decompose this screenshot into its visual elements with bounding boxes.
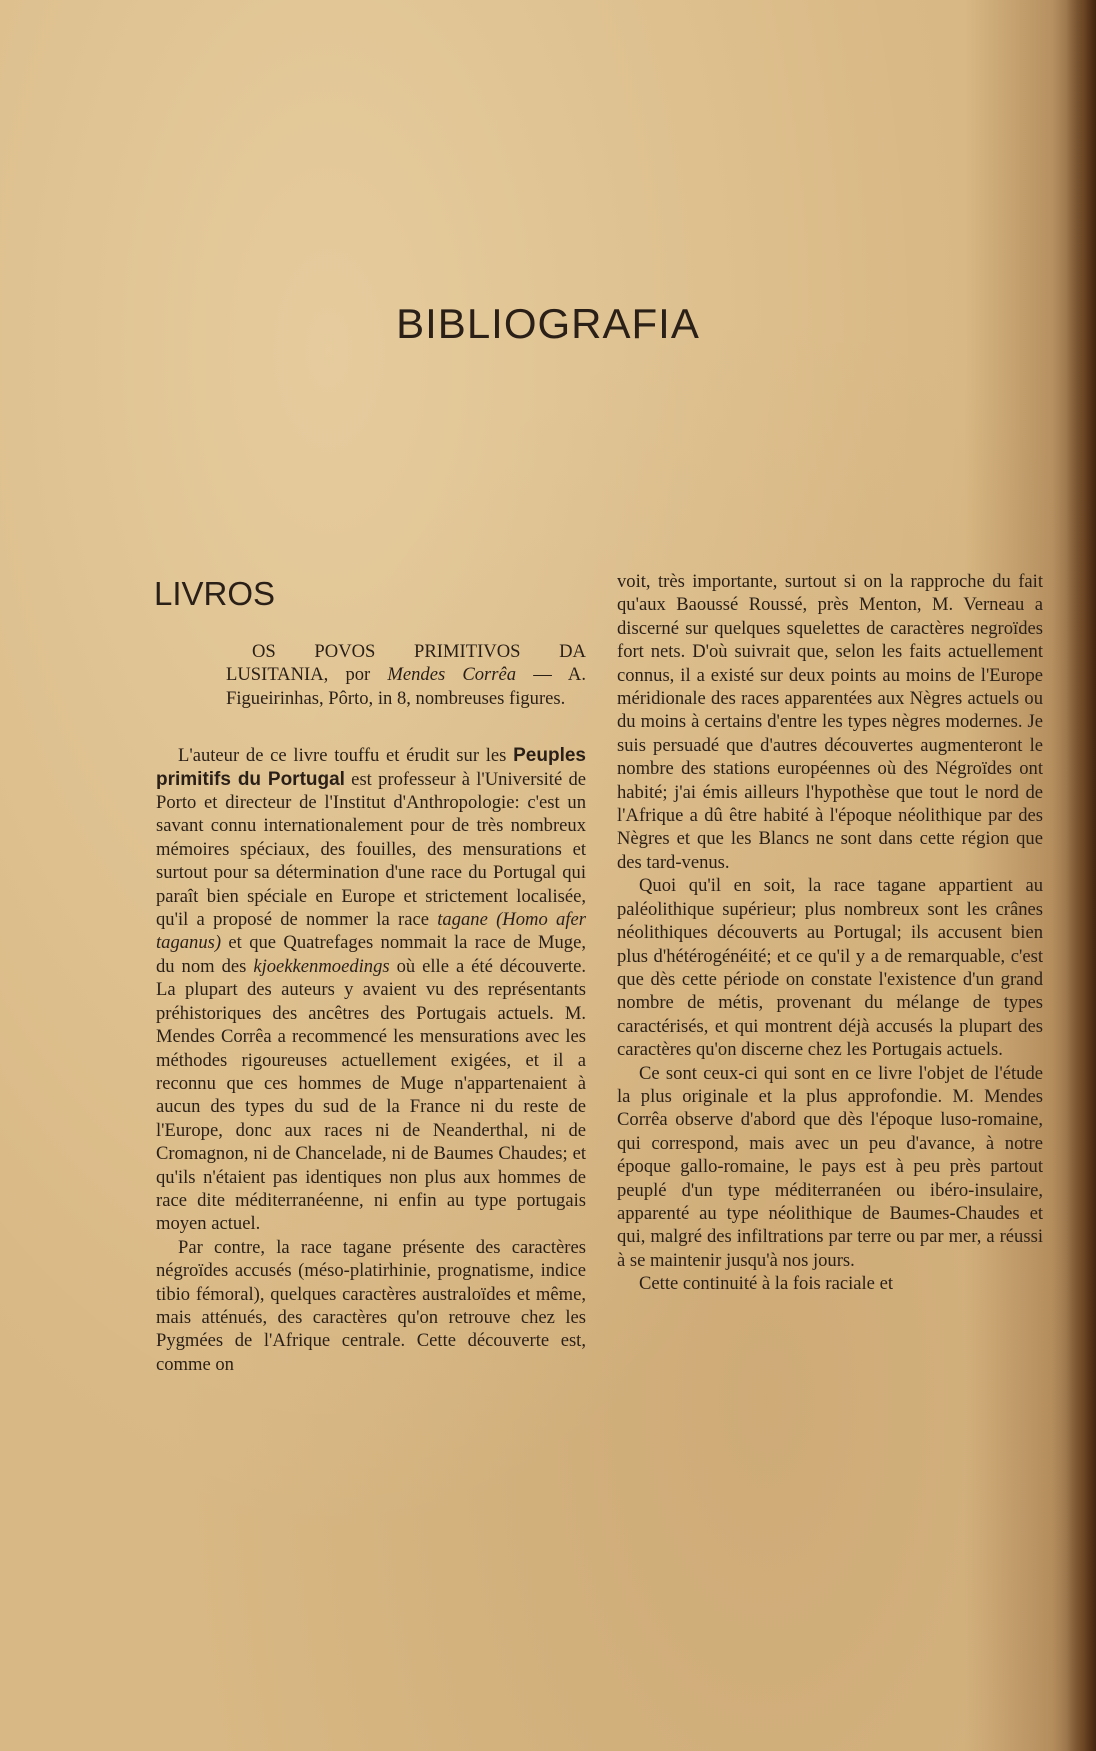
text-run: est professeur à l'Université de Porto et directeur de l'Institut d'Anthropologie: c'est un savant connu internationalement pour de très nombreux mémoires spéciaux, des fouilles, des mensurations et surtout pour sa détermination d'une race du Portugal qui paraît bien spéciale en Europe et strictement localisée, qu'il a proposé de nommer la race bbox=[156, 768, 586, 931]
italic-term: tagane (Homo afer taganus) bbox=[156, 909, 586, 954]
book-reference bbox=[226, 640, 586, 710]
page-edge-shadow bbox=[1066, 0, 1096, 1751]
left-column bbox=[156, 640, 586, 1376]
text-run: L'auteur de ce livre touffu et érudit sur les bbox=[178, 745, 514, 767]
text-run: et que Quatrefages nommait la race de Muge, du nom des bbox=[156, 932, 586, 977]
reference-author: Mendes Corrêa bbox=[387, 664, 517, 686]
paragraph: Cette continuité à la fois raciale et bbox=[639, 1273, 894, 1295]
paragraph: Par contre, la race tagane présente des caractères négroïdes accusés (méso-platirhinie, prognatisme, indice tibio fémoral), quelques caractères australoïdes et même, mais atténués, des caractères qu'on retrouve chez les Pygmées de l'Afrique centrale. Cette découverte est, comme on bbox=[156, 1236, 586, 1375]
section-heading: LIVROS bbox=[154, 575, 276, 612]
italic-term: kjoekkenmoedings bbox=[253, 955, 390, 977]
reference-text bbox=[226, 640, 586, 710]
text-run: où elle a été découverte. La plupart des auteurs y avaient vu des représentants préhistoriques des ancêtres des Portugais actuels. M. Mendes Corrêa a recommencé les mensurations avec les méthodes rigoureuses actuellement exigées, et il a reconnu que ces hommes de Muge n'appartenaient à aucun des types du sud de la France ni du reste de l'Europe, donc aux races ni de Neanderthal, ni de Cromagnon, ni de Chancelade, ni de Baumes Chaudes; et qu'ils n'étaient pas identiques non plus aux hommes de race dite méditerranéenne, ni enfin au type portugais moyen actuel. bbox=[156, 955, 586, 1235]
page-title: BIBLIOGRAFIA bbox=[396, 300, 700, 347]
reference-title: OS POVOS PRIMITIVOS DA LUSITANIA, por bbox=[226, 641, 586, 686]
paragraph: Ce sont ceux-ci qui sont en ce livre l'objet de l'étude la plus originale et la plus approfondie. M. Mendes Corrêa observe d'abord que dès l'époque luso-romaine, qui correspond, mais avec un peu d'avance, à notre époque gallo-romaine, le pays est à peu près partout peuplé d'un type méditerranéen ou ibéro-insulaire, apparenté au type néolithique de Baumes-Chaudes et qui, malgré des infiltrations par terre ou par mer, a réussi à se maintenir jusqu'à nos jours. bbox=[617, 1062, 1043, 1271]
right-column bbox=[617, 570, 1043, 1296]
bold-title: Peuples primitifs du Portugal bbox=[156, 745, 586, 790]
paragraph: voit, très importante, surtout si on la rapproche du fait qu'aux Baoussé Roussé, près Menton, M. Verneau a discerné sur quelques squelettes de caractères negroïdes fort nets. D'où suivrait que, selon les faits actuellement connus, il a existé sur deux points au moins de l'Europe méridionale des races apparentées aux Nègres actuels ou du moins à certains d'entre les types nègres modernes. Je suis persuadé que d'autres découvertes augmenteront le nombre des stations européennes où des Négroïdes ont habité; j'ai émis ailleurs l'hypothèse que tout le nord de l'Afrique a dû être habité à l'époque néolithique par des Nègres et que les Blancs ne sont dans cette région que des tard-venus. bbox=[617, 571, 1043, 873]
reference-details: — A. Figueirinhas, Pôrto, in 8, nombreuses figures. bbox=[226, 664, 586, 709]
paragraph bbox=[156, 744, 586, 1236]
paragraph: Quoi qu'il en soit, la race tagane appartient au paléolithique supérieur; plus nombreux sont les crânes néolithiques découverts au Portugal; ils accusent bien plus d'hétérogénéité; et ce qu'il y a de remarquable, c'est que dès cette période on constate l'existence d'un grand nombre de métis, provenant du mélange de types caractérisés, et qui montrent déjà accusés la plupart des caractères qu'on discerne chez les Portugais actuels. bbox=[617, 875, 1043, 1061]
